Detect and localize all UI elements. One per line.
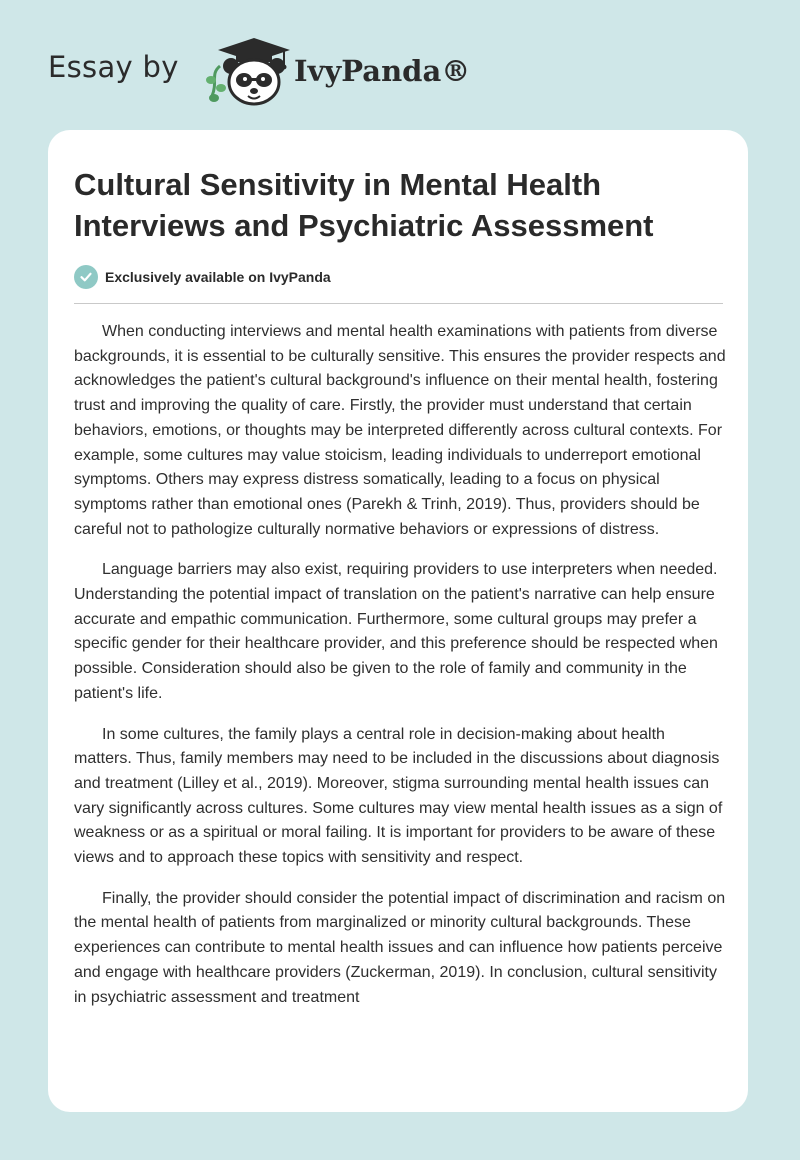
paragraph: Finally, the provider should consider the potential impact of discrimination and racism on the mental health of patients from marginalized or minority cultural backgrounds. These experiences can contribute to mental health issues and can influence how patients perceive and engage with healthcare providers (Zuckerman, 2019). In conclusion, cultural sensitivity in psychiatric assessment and treatment xyxy=(74,889,726,1006)
panda-graduation-cap-icon[interactable] xyxy=(202,36,292,108)
essay-by-label: Essay by xyxy=(48,50,179,84)
essay-body xyxy=(74,320,726,1026)
paragraph: When conducting interviews and mental health examinations with patients from diverse backgrounds, it is essential to be culturally sensitive. This ensures the provider respects and acknowledges the patient's cultural background's influence on their mental health, fostering trust and improving the quality of care. Firstly, the provider must understand that certain behaviors, emotions, or thoughts may be interpreted differently across cultural contexts. For example, some cultures may value stoicism, leading individuals to underreport emotional symptoms. Others may express distress somatically, leading to a focus on physical symptoms rather than emotional ones (Parekh & Trinh, 2019). Thus, providers should be careful not to pathologize culturally normative behaviors or expressions of distress. xyxy=(74,323,726,538)
divider xyxy=(74,303,723,304)
essay-card xyxy=(48,130,748,1112)
paragraph: In some cultures, the family plays a central role in decision-making about health matters. Thus, family members may need to be included in the discussions about diagnosis and treatment (Lilley et al., 2019). Moreover, stigma surrounding mental health issues can vary significantly across cultures. Some cultures may view mental health issues as a sign of weakness or as a spiritual or moral failing. It is important for providers to be aware of these views and to approach these topics with sensitivity and respect. xyxy=(74,725,723,867)
checkmark-icon xyxy=(74,265,98,289)
site-header xyxy=(48,36,508,106)
page-title: Cultural Sensitivity in Mental Health Interviews and Psychiatric Assessment xyxy=(74,167,654,243)
brand-name[interactable]: IvyPanda® xyxy=(294,54,471,88)
exclusive-badge xyxy=(74,264,331,290)
paragraph: Language barriers may also exist, requiring providers to use interpreters when needed. Understanding the potential impact of translation on the patient's narrative can help ensure accurate and empathic communication. Furthermore, some cultural groups may prefer a specific gender for their healthcare provider, and this preference should be respected when possible. Consideration should also be given to the role of family and community in the patient's life. xyxy=(74,561,718,702)
exclusive-label: Exclusively available on IvyPanda xyxy=(105,269,331,285)
